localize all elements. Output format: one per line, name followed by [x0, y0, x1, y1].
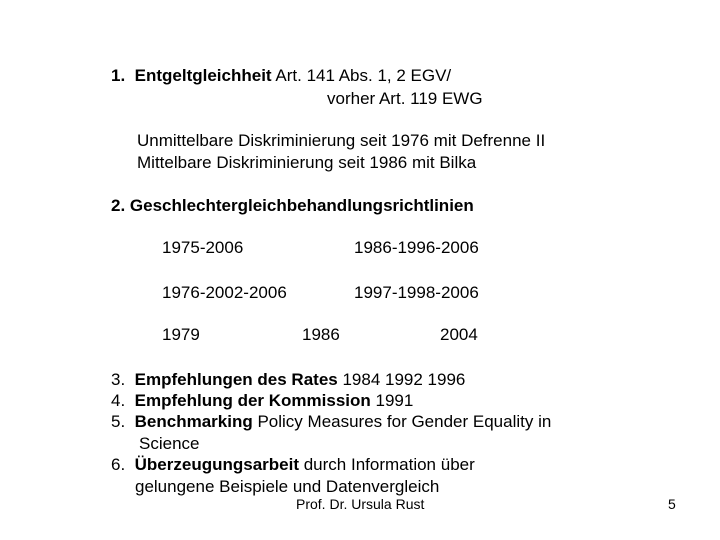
list-item-rest: 1984 1992 1996: [337, 370, 466, 389]
list-item: [111, 455, 475, 475]
list-item-continuation: Science: [139, 434, 200, 453]
list-item-bold: Benchmarking: [134, 412, 253, 431]
section1-line1: Unmittelbare Diskriminierung seit 1976 mit Defrenne II: [137, 131, 546, 150]
section1-title: Entgeltgleichheit: [134, 66, 272, 85]
list-number: 5.: [111, 412, 126, 431]
list-number: 6.: [111, 455, 126, 474]
section1-ref-line2: vorher Art. 119 EWG: [327, 89, 483, 108]
list-item-rest: Policy Measures for Gender Equality in: [252, 412, 552, 431]
directive-years: 1976-2002-2006: [162, 283, 287, 302]
directive-years: 1986-1996-2006: [354, 238, 479, 257]
directive-years: 1975-2006: [162, 238, 244, 257]
directive-years: 2004: [440, 325, 478, 344]
list-number: 4.: [111, 391, 126, 410]
list-item-bold: Überzeugungsarbeit: [134, 455, 299, 474]
section2-title: 2. Geschlechtergleichbehandlungsrichtlinien: [111, 196, 474, 215]
list-item-rest: durch Information über: [299, 455, 475, 474]
section1-heading: [111, 66, 451, 86]
directive-years: 1986: [302, 325, 340, 344]
page-number: 5: [668, 496, 676, 512]
list-item-bold: Empfehlung der Kommission: [134, 391, 371, 410]
footer-author: Prof. Dr. Ursula Rust: [296, 496, 425, 512]
list-item: [111, 412, 551, 432]
directive-years: 1997-1998-2006: [354, 283, 479, 302]
section1-number: 1.: [111, 66, 126, 85]
directive-years: 1979: [162, 325, 200, 344]
list-item-rest: 1991: [370, 391, 414, 410]
list-item: [111, 370, 465, 390]
list-item-continuation: gelungene Beispiele und Datenvergleich: [135, 477, 440, 496]
section1-line2: Mittelbare Diskriminierung seit 1986 mit Bilka: [137, 153, 477, 172]
section1-ref: Art. 141 Abs. 1, 2 EGV/: [271, 66, 452, 85]
list-item: [111, 391, 413, 411]
list-item-bold: Empfehlungen des Rates: [134, 370, 338, 389]
list-number: 3.: [111, 370, 126, 389]
